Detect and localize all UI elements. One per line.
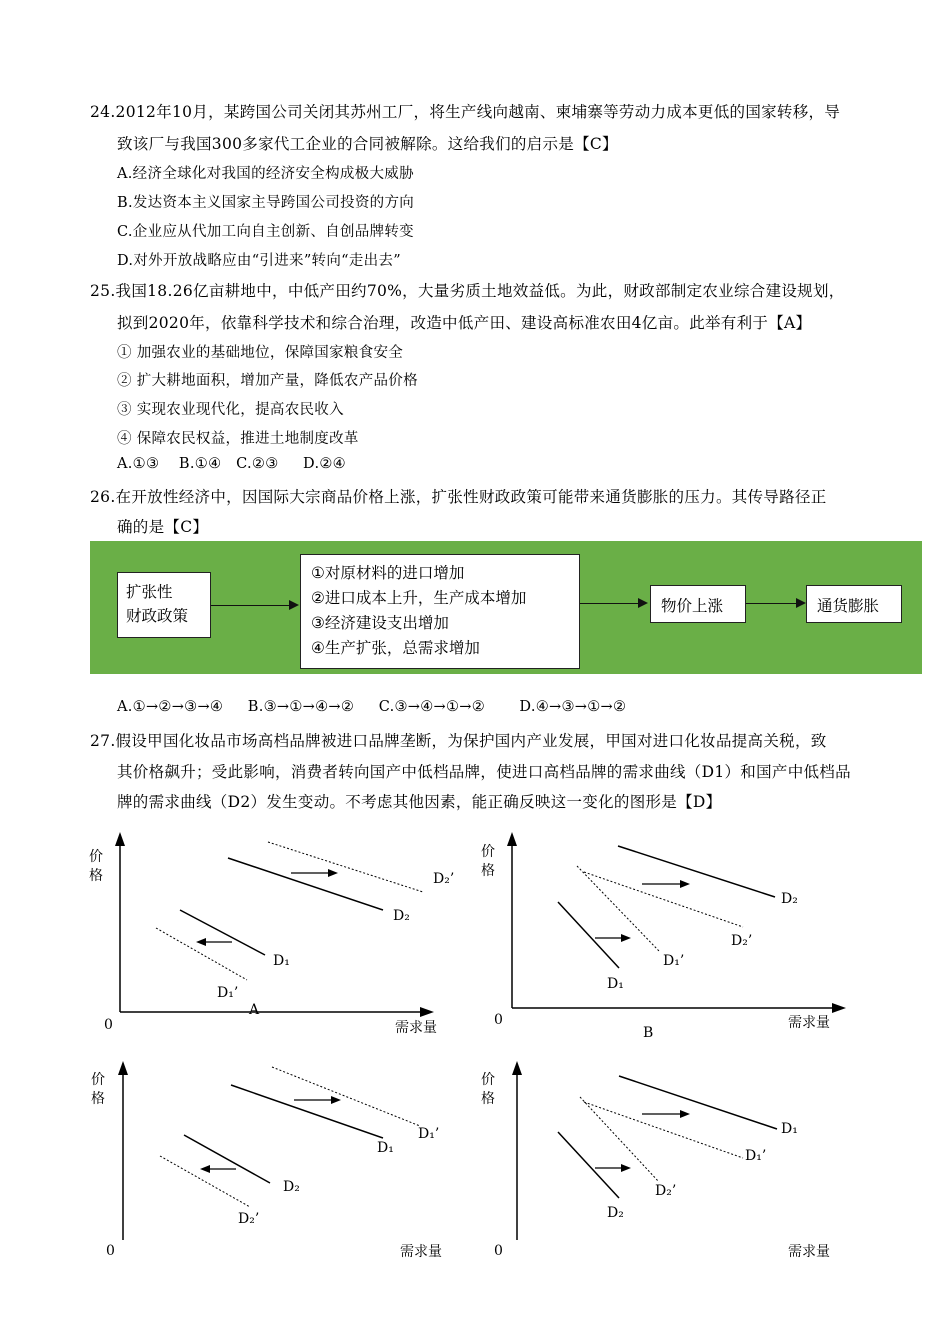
flow-arrowhead-2: [638, 598, 648, 608]
flow-arrowhead-1: [289, 600, 299, 610]
graph-d-label-top-curve: D₁: [781, 1121, 798, 1137]
graph-a-top-curve: [228, 858, 383, 910]
graph-b-bottom-arrowhead: [621, 934, 631, 942]
graph-b-x-arrowhead: [832, 1003, 846, 1013]
graph-c-top-shift-curve: [272, 1067, 420, 1126]
graph-a-origin: 0: [104, 1017, 113, 1033]
flow-channel-1: ①对原材料的进口增加: [311, 564, 465, 582]
graph-a-bottom-curve: [180, 910, 265, 955]
graph-a-caption: A: [249, 1002, 260, 1018]
graph-b-label-bottom-shift: D₁’: [663, 953, 685, 969]
graph-d-label-bottom-shift: D₂’: [655, 1183, 677, 1199]
q27-stem-line1: 27.假设甲国化妆品市场高档品牌被进口品牌垄断，为保护国内产业发展，甲国对进口化妆品提高关税，致: [90, 732, 827, 750]
q24-option-a: A.经济全球化对我国的经济安全构成极大威胁: [117, 166, 414, 182]
graph-b-y-label: 价 格: [481, 844, 495, 879]
flow-channel-3: ③经济建设支出增加: [311, 614, 449, 632]
transmission-flowchart: [90, 541, 922, 674]
graph-d-origin: 0: [494, 1243, 503, 1259]
graph-a-bottom-shift-curve: [156, 928, 247, 980]
q25-stem-line2: 拟到2020年，依靠科学技术和综合治理，改造中低产田、建设高标准农田4亿亩。此举有利于【A】: [117, 314, 812, 332]
graph-b-top-shift-curve: [584, 872, 743, 927]
graph-a-x-arrowhead: [420, 1007, 434, 1017]
flow-channel-2: ②进口成本上升，生产成本增加: [311, 589, 527, 607]
graph-b-bottom-curve: [558, 902, 619, 968]
q25-options: A.①③ B.①④ C.②③ D.②④: [117, 456, 346, 472]
q25-item-1: ① 加强农业的基础地位，保障国家粮食安全: [117, 345, 404, 361]
graph-d-top-shift-curve: [584, 1102, 743, 1158]
q25-item-4: ④ 保障农民权益，推进土地制度改革: [117, 431, 359, 447]
graph-c-left-arrowhead: [200, 1165, 210, 1173]
q25-stem-line1: 25.我国18.26亿亩耕地中，中低产田约70%，大量劣质土地效益低。为此，财政部制定农业综合建设规划，: [90, 282, 845, 300]
graph-c-y-arrowhead: [118, 1061, 128, 1075]
flow-box-inflation: [806, 585, 902, 623]
graph-d-label-top-shift: D₁’: [745, 1148, 767, 1164]
graph-d-y-arrowhead: [512, 1061, 522, 1075]
graph-b-top-curve: [618, 846, 775, 897]
graph-a-label-top-shift: D₂’: [433, 871, 455, 887]
graph-a-top-shift-curve: [268, 842, 423, 892]
graph-c: [80, 1055, 460, 1245]
flow-arrowhead-3: [796, 598, 806, 608]
q25-item-2: ② 扩大耕地面积，增加产量，降低农产品价格: [117, 373, 418, 389]
graph-c-label-bottom-curve: D₂: [283, 1179, 300, 1195]
graph-c-label-bottom-shift: D₂’: [238, 1211, 260, 1227]
graph-c-bottom-curve: [184, 1135, 270, 1183]
flow-box3-label: 物价上涨: [661, 597, 724, 615]
q27-stem-line3: 牌的需求曲线（D2）发生变动。不考虑其他因素，能正确反映这一变化的图形是【D】: [117, 793, 722, 811]
graph-a-y-label: 价 格: [89, 849, 103, 884]
q26-stem-line1: 26.在开放性经济中，因国际大宗商品价格上涨，扩张性财政政策可能带来通货膨胀的压力。其传导路径正: [90, 488, 827, 506]
q24-option-c: C.企业应从代加工向自主创新、自创品牌转变: [117, 224, 414, 240]
graph-b: [480, 830, 860, 1030]
graph-a-label-bottom-shift: D₁’: [217, 985, 239, 1001]
graph-a-left-arrowhead: [196, 938, 206, 946]
flow-box1-line1: 扩张性: [126, 583, 173, 601]
graph-a-x-label: 需求量: [395, 1020, 437, 1036]
graph-b-label-bottom-curve: D₁: [607, 976, 624, 992]
graph-c-label-top-curve: D₁: [377, 1140, 394, 1156]
graph-d-y-label: 价 格: [481, 1072, 495, 1107]
graph-b-top-arrowhead: [680, 880, 690, 888]
graph-d-top-arrowhead: [680, 1110, 690, 1118]
graph-b-origin: 0: [494, 1012, 503, 1028]
q24-option-b: B.发达资本主义国家主导跨国公司投资的方向: [117, 195, 415, 211]
flow-box-price-rise: [650, 585, 746, 623]
flow-box-fiscal-policy: [117, 572, 211, 638]
q27-stem-line2: 其价格飙升；受此影响，消费者转向国产中低档品牌，使进口高档品牌的需求曲线（D1）和国产中低档品: [117, 763, 851, 781]
flow-arrow-2: [580, 603, 638, 604]
q25-item-3: ③ 实现农业现代化，提高农民收入: [117, 402, 344, 418]
graph-d-bottom-arrowhead: [621, 1164, 631, 1172]
flow-arrow-3: [746, 603, 796, 604]
graph-c-label-top-shift: D₁’: [418, 1126, 440, 1142]
graph-c-y-label: 价 格: [91, 1072, 105, 1107]
graph-d-label-bottom-curve: D₂: [607, 1205, 624, 1221]
graph-c-origin: 0: [106, 1243, 115, 1259]
flow-box4-label: 通货膨胀: [817, 597, 880, 615]
flow-box1-line2: 财政政策: [126, 607, 189, 625]
graph-b-label-top-curve: D₂: [781, 891, 798, 907]
graph-a-right-arrowhead: [328, 869, 338, 877]
graph-b-x-label: 需求量: [788, 1015, 830, 1031]
graph-b-y-arrowhead: [507, 832, 517, 846]
graph-a-label-top-curve: D₂: [393, 908, 410, 924]
graph-a-y-arrowhead: [115, 832, 125, 846]
graph-d-top-curve: [619, 1076, 777, 1129]
graph-b-label-top-shift: D₂’: [731, 933, 753, 949]
graph-b-caption: B: [643, 1025, 654, 1041]
q24-option-d: D.对外开放战略应由“引进来”转向“走出去”: [117, 253, 401, 269]
q24-stem-line1: 24.2012年10月，某跨国公司关闭其苏州工厂，将生产线向越南、柬埔寨等劳动力成本更低的国家转移，导: [90, 103, 841, 121]
q24-stem-line2: 致该厂与我国300多家代工企业的合同被解除。这给我们的启示是【C】: [117, 135, 618, 153]
graph-d: [480, 1055, 860, 1245]
q26-options: A.①→②→③→④ B.③→①→④→② C.③→④→①→② D.④→③→①→②: [117, 699, 627, 715]
flow-arrow-1: [211, 605, 289, 606]
graph-a: [80, 830, 460, 1045]
graph-c-x-label: 需求量: [400, 1244, 442, 1260]
graph-c-top-curve: [231, 1085, 383, 1138]
graph-d-bottom-curve: [558, 1132, 619, 1198]
q26-stem-line2: 确的是【C】: [117, 518, 209, 536]
graph-c-right-arrowhead: [331, 1096, 341, 1104]
flow-channel-4: ④生产扩张，总需求增加: [311, 639, 480, 657]
graph-d-x-label: 需求量: [788, 1244, 830, 1260]
graph-a-label-bottom-curve: D₁: [273, 953, 290, 969]
flow-box-channels: [300, 554, 580, 669]
